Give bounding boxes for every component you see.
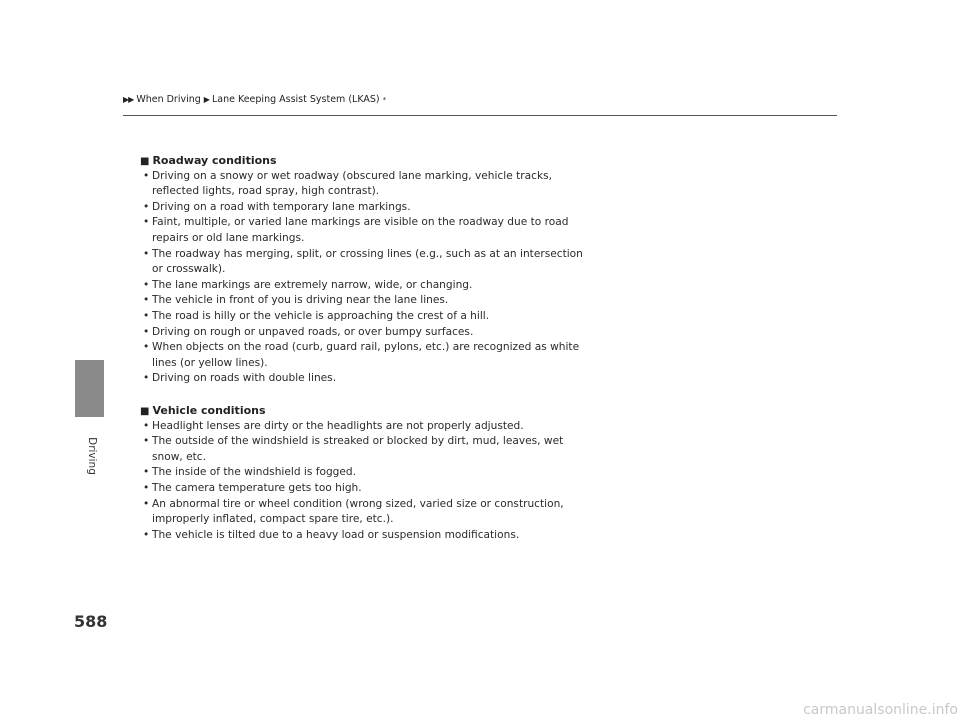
page-number: 588 [74,612,108,631]
section-roadway-conditions [140,153,583,387]
bullet-icon: • [143,481,150,494]
breadcrumb [123,94,386,105]
bullet-icon: • [143,309,150,322]
bullet-icon: • [143,372,150,385]
list-item: • Headlight lenses are dirty or the headlights are not properly adjusted. [143,419,583,435]
breadcrumb-arrow-icon: ▶ [128,95,135,104]
bullet-icon: • [143,435,150,448]
square-bullet-icon: ■ [140,406,150,417]
asterisk-note: * [382,95,387,104]
list-item: • Driving on a snowy or wet roadway (obscured lane marking, vehicle tracks, reflected lights, road spray, high contrast). [143,169,552,198]
chapter-tab[interactable] [75,360,104,417]
bullet-icon: • [143,200,150,213]
breadcrumb-item-lkas[interactable]: Lane Keeping Assist System (LKAS) [211,94,380,105]
header-divider [123,115,837,116]
list-item: • An abnormal tire or wheel condition (wrong sized, varied size or construction, improperly inflated, compact spare tire, etc.). [143,497,564,526]
bullet-icon: • [143,247,150,260]
breadcrumb-arrow-icon: ▶ [203,95,210,104]
bullet-icon: • [143,419,150,432]
bullet-icon: • [143,294,150,307]
breadcrumb-arrow-icon: ▶ [123,95,130,104]
bullet-icon: • [143,528,150,541]
list-item: • The vehicle is tilted due to a heavy load or suspension modifications. [143,528,583,544]
breadcrumb-item-when-driving[interactable]: When Driving [136,94,201,105]
list-item: • The inside of the windshield is fogged. [143,465,583,481]
list-item: • Faint, multiple, or varied lane markings are visible on the roadway due to road repairs or old lane markings. [143,216,569,244]
bullet-icon: • [143,497,150,510]
watermark: carmanualsonline.info [803,702,958,718]
list-item: • The road is hilly or the vehicle is approaching the crest of a hill. [143,309,583,325]
list-item: • The vehicle in front of you is driving near the lane lines. [143,293,583,309]
section-vehicle-conditions [140,403,583,543]
bullet-icon: • [143,278,150,291]
list-item: • Driving on a road with temporary lane markings. [143,200,583,216]
list-item: • The lane markings are extremely narrow, wide, or changing. [143,278,583,294]
bullet-icon: • [143,466,150,479]
bullet-icon: • [143,216,150,229]
list-item: • Driving on rough or unpaved roads, or over bumpy surfaces. [143,325,583,341]
section-title: ■ Roadway conditions [140,154,277,167]
section-title: ■ Vehicle conditions [140,404,266,417]
chapter-label: Driving [86,437,98,475]
bullet-icon: • [143,341,150,354]
list-item: • The camera temperature gets too high. [143,481,583,497]
list-item: • When objects on the road (curb, guard rail, pylons, etc.) are recognized as white lines (or yellow lines). [143,341,580,369]
bullet-icon: • [143,325,150,338]
list-item: • Driving on roads with double lines. [143,371,583,387]
bullet-icon: • [143,169,150,182]
square-bullet-icon: ■ [140,156,150,167]
list-item: • The outside of the windshield is streaked or blocked by dirt, mud, leaves, wet snow, etc. [143,435,564,463]
list-item: • The roadway has merging, split, or crossing lines (e.g., such as at an intersection or crosswalk). [143,247,583,276]
